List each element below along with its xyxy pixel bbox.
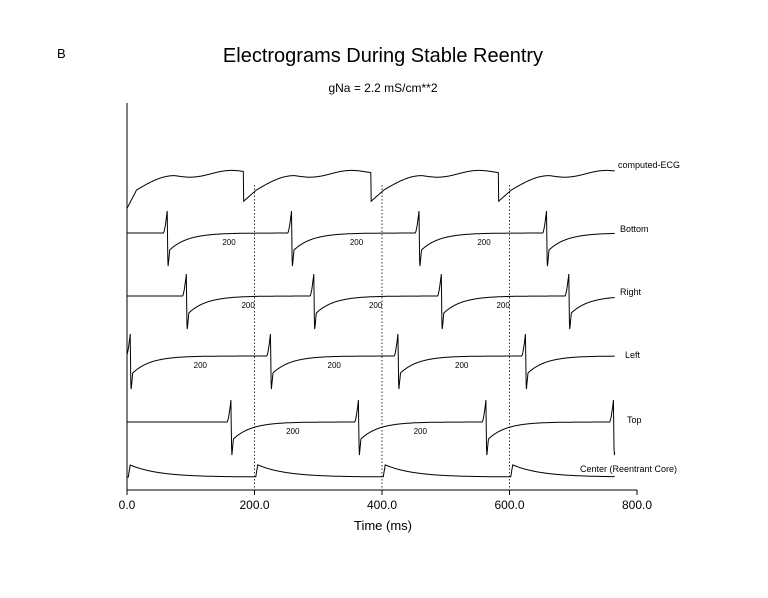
interval-label: 200 — [241, 301, 255, 310]
interval-label: 200 — [327, 361, 341, 370]
trace-label: Bottom — [620, 224, 649, 234]
trace-label: Top — [627, 415, 642, 425]
trace-label: Center (Reentrant Core) — [580, 464, 678, 474]
interval-label: 200 — [455, 361, 469, 370]
trace-top — [127, 400, 615, 455]
chart-subtitle: gNa = 2.2 mS/cm**2 — [328, 81, 438, 95]
trace-label: Right — [620, 287, 642, 297]
trace-computed-ecg — [127, 170, 615, 208]
interval-label: 200 — [368, 301, 383, 310]
trace-center-reentrant-core — [127, 465, 615, 477]
interval-label: 200 — [193, 361, 207, 370]
panel-label: B — [57, 46, 66, 61]
x-axis-label: Time (ms) — [353, 518, 413, 533]
interval-label: 200 — [496, 301, 510, 310]
x-tick-label: 400.0 — [366, 498, 398, 512]
x-tick-label: 600.0 — [494, 498, 525, 512]
interval-label: 200 — [222, 238, 236, 247]
plot-area — [119, 103, 680, 512]
interval-label: 200 — [286, 427, 300, 436]
trace-bottom — [127, 211, 615, 266]
chart-title: Electrograms During Stable Reentry — [222, 45, 544, 67]
x-tick-label: 200.0 — [239, 498, 270, 512]
x-tick-label: 0.0 — [118, 498, 136, 512]
interval-label: 200 — [477, 238, 491, 247]
interval-label: 200 — [413, 427, 427, 436]
interval-label: 200 — [349, 238, 364, 247]
trace-label: Left — [625, 350, 641, 360]
trace-label: computed-ECG — [618, 160, 681, 170]
x-tick-label: 800.0 — [621, 498, 653, 512]
